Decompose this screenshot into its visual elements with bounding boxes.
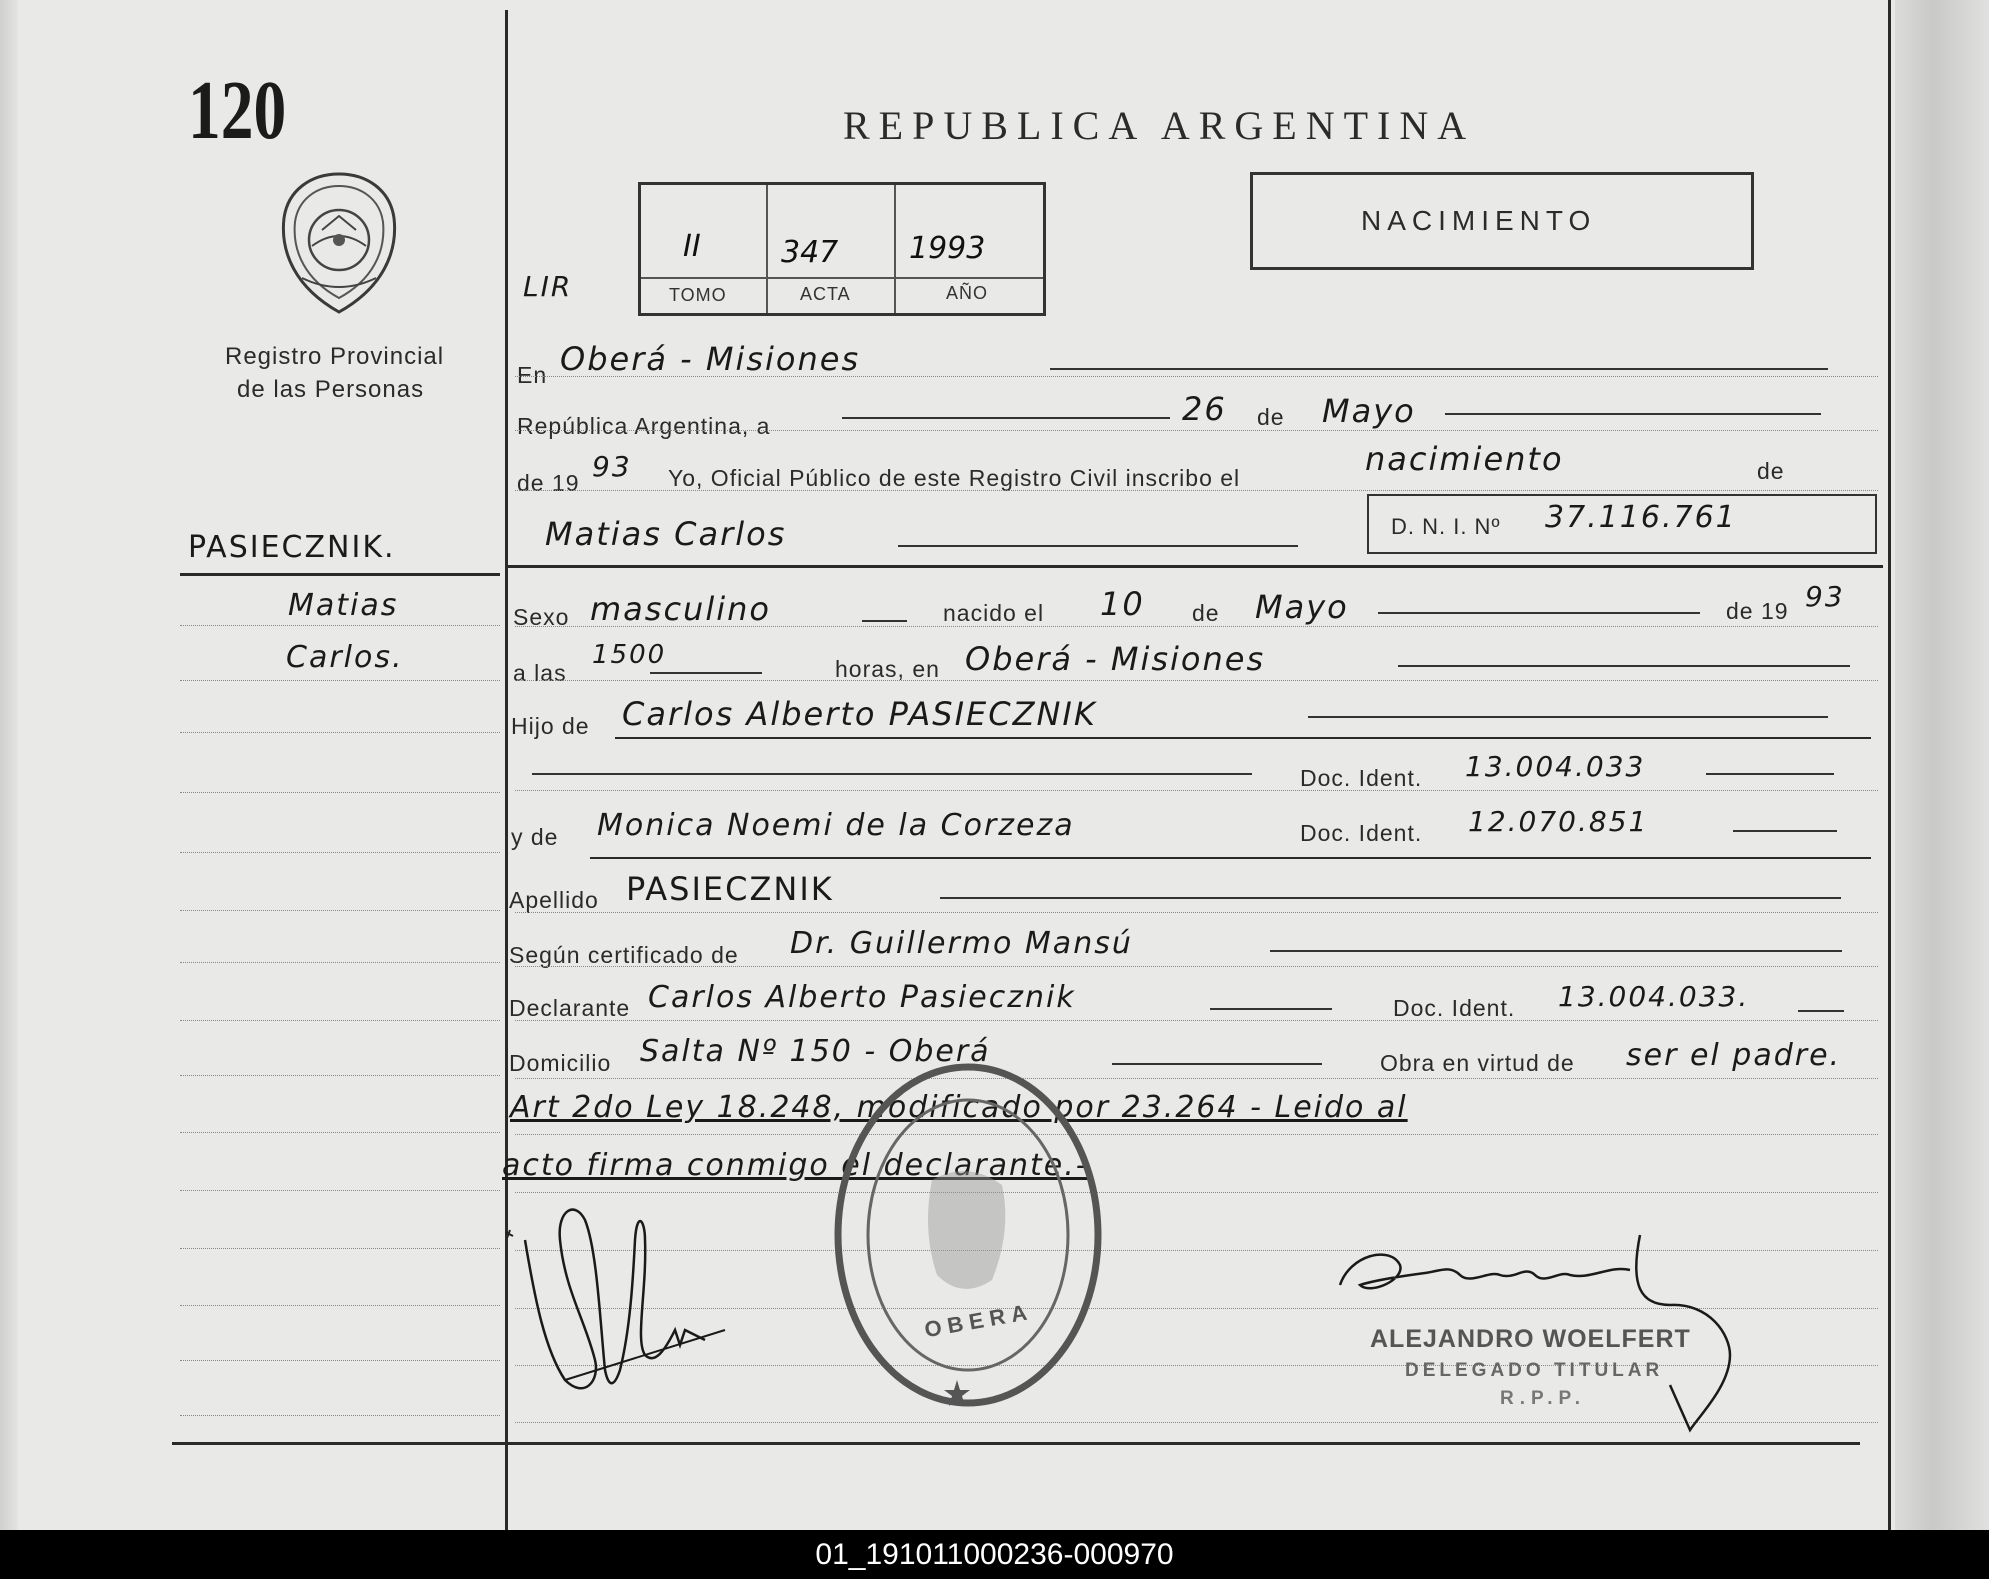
date-fill-line: [842, 417, 1170, 419]
margin-dotted-rule: [180, 732, 500, 733]
place-fill-line: [1050, 368, 1828, 370]
dotted-rule: [515, 912, 1878, 913]
margin-dotted-rule: [180, 852, 500, 853]
birth-place-fill-line: [1398, 665, 1850, 667]
bottom-rule: [172, 1442, 1860, 1445]
right-border: [1888, 0, 1891, 1530]
margin-dotted-rule: [180, 625, 500, 626]
mother-value: Monica Noemi de la Corzeza: [597, 808, 1075, 843]
margin-dotted-rule: [180, 1415, 500, 1416]
dotted-rule: [515, 376, 1878, 377]
father-doc-value: 13.004.033: [1465, 750, 1646, 783]
day-value: 26: [1182, 390, 1227, 428]
de-label-2: de: [1757, 458, 1785, 484]
father-value: Carlos Alberto PASIECZNIK: [622, 695, 1097, 733]
declarante-value: Carlos Alberto Pasiecznik: [648, 980, 1076, 1015]
dotted-rule: [515, 490, 1878, 491]
official-name: ALEJANDRO WOELFERT: [1370, 1325, 1691, 1353]
declarante-doc-value: 13.004.033.: [1558, 980, 1750, 1013]
margin-dotted-rule: [180, 1132, 500, 1133]
record-number-box: [638, 182, 1046, 316]
official-org: R.P.P.: [1500, 1388, 1587, 1409]
page-left-edge: [0, 0, 18, 1530]
domicilio-label: Domicilio: [509, 1050, 612, 1076]
margin-dotted-rule: [180, 680, 500, 681]
alas-label: a las: [513, 660, 567, 686]
registry-name-line2: de las Personas: [237, 376, 425, 403]
margin-dotted-rule: [180, 962, 500, 963]
mother-underline: [590, 857, 1871, 859]
obra-value: ser el padre.: [1626, 1038, 1842, 1073]
doc2-label: Doc. Ident.: [1300, 820, 1423, 846]
domicilio-fill-line: [1112, 1063, 1322, 1065]
apellido-label: Apellido: [509, 887, 599, 913]
de-label-3: de: [1192, 600, 1220, 626]
margin-dotted-rule: [180, 910, 500, 911]
domicilio-value: Salta Nº 150 - Oberá: [640, 1034, 991, 1069]
doc3-label: Doc. Ident.: [1393, 995, 1516, 1021]
obra-label: Obra en virtud de: [1380, 1050, 1575, 1076]
margin-dotted-rule: [180, 1075, 500, 1076]
declarante-doc-fill-line: [1798, 1010, 1844, 1012]
anio-label: AÑO: [946, 283, 989, 303]
hour-fill-line: [650, 672, 762, 674]
doctor-fill-line: [1270, 950, 1842, 952]
birth-month-value: Mayo: [1255, 588, 1349, 626]
tomo-label: TOMO: [669, 285, 727, 305]
mother-doc-value: 12.070.851: [1468, 805, 1649, 838]
anio-value: 1993: [909, 231, 986, 266]
dotted-rule: [515, 626, 1878, 627]
registry-stamp-icon: [832, 1060, 1104, 1410]
dni-value: 37.116.761: [1545, 500, 1737, 535]
section-rule-1: [505, 565, 1883, 568]
country-title: REPUBLICA ARGENTINA: [843, 103, 1476, 148]
dni-box: [1367, 494, 1877, 554]
margin-name-rule: [180, 573, 500, 576]
dotted-rule: [515, 1078, 1878, 1079]
stamp-city: OBERA: [922, 1298, 1035, 1343]
acta-value: 347: [781, 235, 839, 270]
yde-label: y de: [511, 824, 559, 850]
folio-number: 120: [188, 64, 287, 157]
segun-label: Según certificado de: [509, 942, 739, 968]
margin-dotted-rule: [180, 1360, 500, 1361]
lir-mark: LIR: [523, 270, 573, 303]
place-value: Oberá - Misiones: [560, 340, 861, 378]
dotted-rule: [515, 1020, 1878, 1021]
birth-year-value: 93: [1805, 580, 1845, 613]
doctor-value: Dr. Guillermo Mansú: [790, 926, 1133, 961]
de-label-1: de: [1257, 404, 1285, 430]
margin-dotted-rule: [180, 1020, 500, 1021]
sexo-value: masculino: [590, 590, 771, 628]
margin-dotted-rule: [180, 792, 500, 793]
month-value: Mayo: [1322, 392, 1416, 430]
dotted-rule: [515, 966, 1878, 967]
de19-label: de 19: [517, 470, 580, 496]
event-value: nacimiento: [1365, 440, 1564, 478]
horas-label: horas, en: [835, 656, 940, 682]
birth-place-value: Oberá - Misiones: [965, 640, 1266, 678]
acta-type-label: NACIMIENTO: [1361, 205, 1597, 236]
birth-month-fill-line: [1378, 612, 1700, 614]
yo-text: Yo, Oficial Público de este Registro Civil inscribo el: [668, 465, 1241, 491]
hour-value: 1500: [592, 640, 667, 670]
year-value: 93: [592, 450, 632, 483]
acta-label: ACTA: [800, 284, 851, 304]
sexo-label: Sexo: [513, 604, 570, 630]
official-title: DELEGADO TITULAR: [1405, 1360, 1664, 1381]
doc1-label: Doc. Ident.: [1300, 765, 1423, 791]
mother-doc-fill-line: [1733, 830, 1837, 832]
month-fill-line: [1445, 413, 1821, 415]
declarant-signature-icon: [505, 1180, 745, 1410]
dotted-rule: [515, 430, 1878, 431]
dotted-rule: [515, 1134, 1878, 1135]
declarante-label: Declarante: [509, 995, 631, 1021]
page-right-edge: [1895, 0, 1989, 1530]
apellido-value: PASIECZNIK: [626, 870, 834, 908]
margin-given1: Matias: [288, 588, 399, 623]
father-doc-fill-line: [1706, 773, 1834, 775]
provincial-seal-icon: [272, 168, 407, 318]
margin-given2: Carlos.: [286, 640, 404, 675]
margin-dotted-rule: [180, 1305, 500, 1306]
birth-day-value: 10: [1100, 585, 1145, 623]
declarante-fill-line: [1210, 1008, 1332, 1010]
margin-dotted-rule: [180, 1190, 500, 1191]
dotted-rule: [515, 680, 1878, 681]
child-name-value: Matias Carlos: [545, 515, 787, 553]
de19b-label: de 19: [1726, 598, 1789, 624]
margin-surname: PASIECZNIK.: [188, 530, 396, 565]
dni-label: D. N. I. Nº: [1391, 514, 1501, 539]
registry-name-line1: Registro Provincial: [225, 343, 445, 370]
child-name-fill-line: [898, 545, 1298, 547]
en-label: En: [517, 362, 548, 388]
tomo-value: II: [683, 229, 701, 264]
acta-type-box: [1250, 172, 1754, 270]
note-line-2: acto firma conmigo el declarante.-: [502, 1148, 1089, 1183]
father-underline: [615, 737, 1871, 739]
nacido-label: nacido el: [943, 600, 1045, 626]
hijo-label: Hijo de: [511, 713, 590, 739]
image-id-footer: 01_191011000236-000970: [0, 1530, 1989, 1579]
apellido-fill-line: [940, 897, 1841, 899]
dotted-rule: [515, 790, 1878, 791]
sexo-fill-line: [862, 620, 907, 622]
republica-label: República Argentina, a: [517, 413, 771, 439]
father-blank-line: [532, 773, 1252, 775]
father-fill-line: [1308, 716, 1828, 718]
margin-dotted-rule: [180, 1248, 500, 1249]
note-line-1: Art 2do Ley 18.248, modificado por 23.264 - Leido al: [510, 1090, 1408, 1125]
